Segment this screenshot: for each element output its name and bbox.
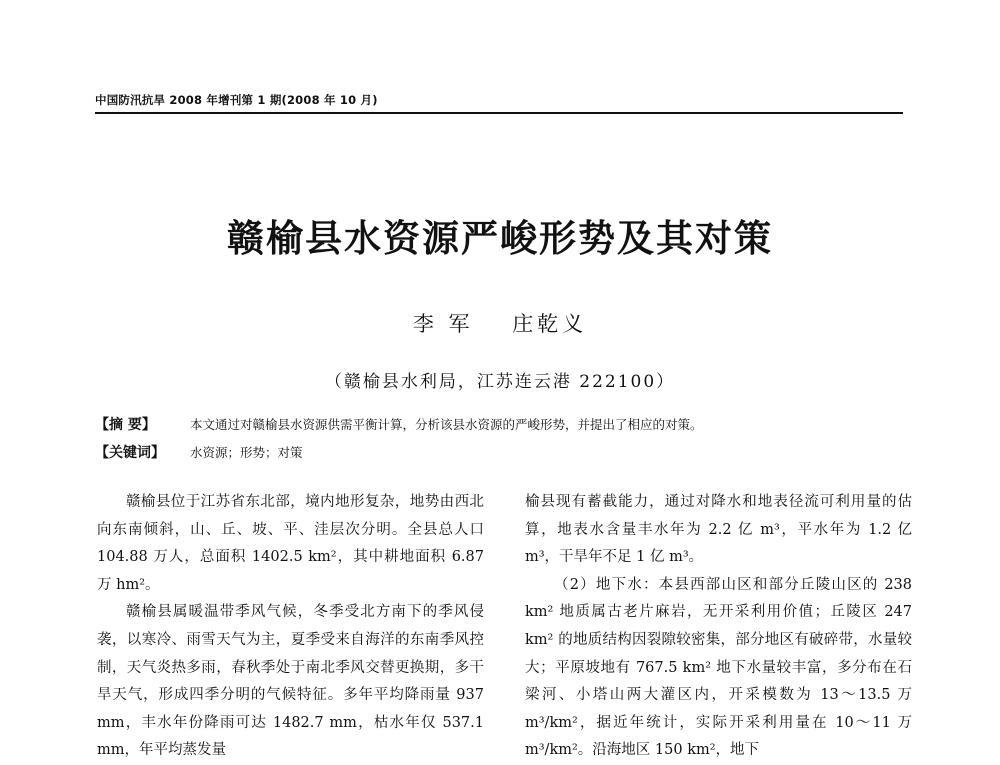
keywords-label: 【关键词】 bbox=[95, 445, 165, 461]
body-right-column bbox=[525, 489, 912, 765]
keywords bbox=[95, 442, 303, 462]
abstract-text: 本文通过对赣榆县水资源供需平衡计算，分析该县水资源的严峻形势，并提出了相应的对策。 bbox=[190, 417, 703, 432]
journal-header: 中国防汛抗旱 2008 年增刊第 1 期(2008 年 10 月) bbox=[95, 93, 378, 107]
keywords-text: 水资源；形势；对策 bbox=[190, 445, 303, 460]
paragraph: 榆县现有蓄截能力，通过对降水和地表径流可利用量的估算，地表水含量丰水年为 2.2 亿 m³，平水年为 1.2 亿 m³，干旱年不足 1 亿 m³。 bbox=[525, 494, 912, 566]
paragraph: 赣榆县属暖温带季风气候，冬季受北方南下的季风侵袭，以寒冷、雨雪天气为主，夏季受来自海洋的东南季风控制，天气炎热多雨，春秋季处于南北季风交替更换期，多干旱天气，形成四季分明的气候特征。多年平均降雨量 937 mm，丰水年份降雨可达 1482.7 mm，枯水年仅 537.1 mm，年平均蒸发量 bbox=[97, 604, 484, 759]
abstract-label: 【摘 要】 bbox=[95, 417, 156, 433]
article-title: 赣榆县水资源严峻形势及其对策 bbox=[227, 216, 773, 260]
authors bbox=[0, 308, 1000, 338]
author-2: 庄乾义 bbox=[512, 312, 588, 336]
paragraph: （2）地下水：本县西部山区和部分丘陵山区的 238 km² 地质属古老片麻岩，无开采利用价值；丘陵区 247 km² 的地质结构因裂隙较密集，部分地区有破碎带，水量较大；平原坡地有 767.5 km² 地下水量较丰富，多分布在石梁河、小塔山两大灌区内，开采模数为 13～13.5 万 m³/km²，据近年统计，实际开采利用量在 10～11 万 m³/km²。沿海地区 150 km²，地下 bbox=[525, 576, 912, 759]
author-1: 李 军 bbox=[412, 312, 474, 336]
header-rule bbox=[95, 112, 903, 114]
paragraph: 赣榆县位于江苏省东北部，境内地形复杂，地势由西北向东南倾斜，山、丘、坡、平、洼层次分明。全县总人口 104.88 万人，总面积 1402.5 km²，其中耕地面积 6.87 万 hm²。 bbox=[97, 494, 484, 593]
affiliation: （赣榆县水利局，江苏连云港 222100） bbox=[324, 372, 676, 392]
abstract bbox=[95, 414, 703, 434]
body-left-column bbox=[97, 489, 484, 765]
